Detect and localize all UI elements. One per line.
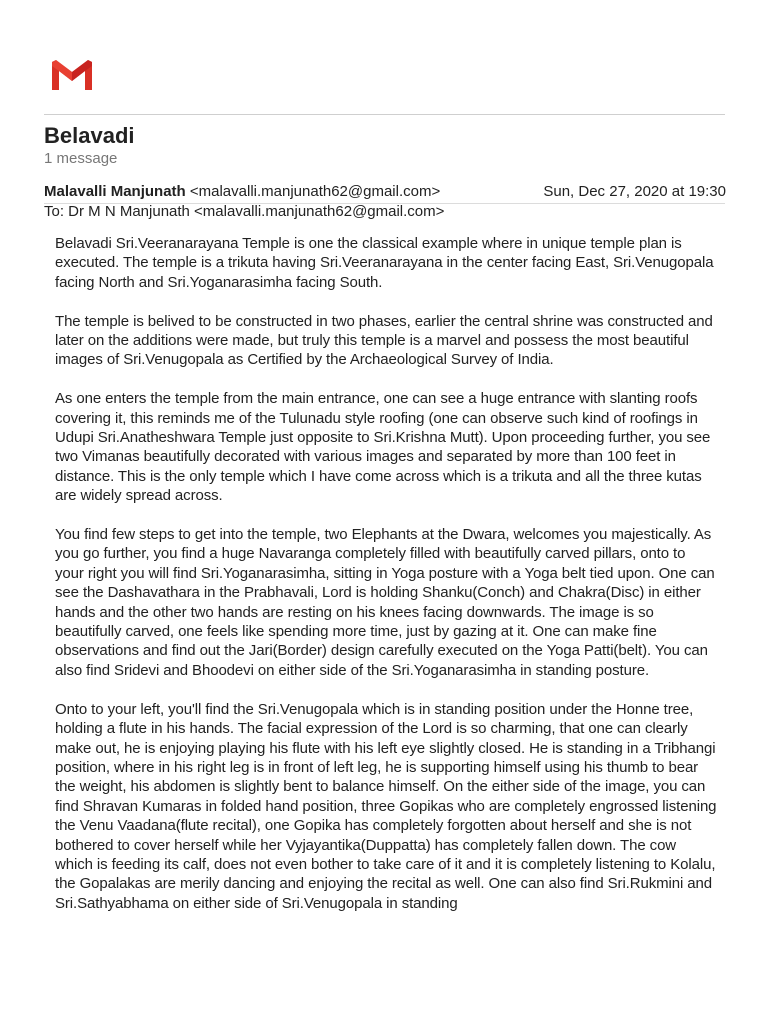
body-paragraph: Onto to your left, you'll find the Sri.Venugopala which is in standing position under the Honne tree, holding a flute in his hands. The facial expression of the Lord is so charming, that one can clearly make out, he is enjoying playing his flute with his left eye slightly closed. He is standing in a Tribhangi position, where in his right leg is in front of left leg, he is supporting himself using his thumb to bear the weight, his abdomen is slightly bent to balance himself. On the either side of the image, you can find Shravan Kumaras in folded hand position, three Gopikas who are completely engrossed listening the Venu Vaadana(flute recital), one Gopika has completely forgotten about herself and she is not bothered to cover herself while her Vyjayantika(Duppatta) has completely fallen down. The cow which is feeding its calf, does not even bother to take care of it and it is completely listening to Kolalu, the Gopalakas are merily dancing and enjoying the recital as well. One can also find Sri.Rukmini and Sri.Sathyabhama on either side of Sri.Venugopala in standing: [55, 700, 717, 912]
body-paragraph: The temple is belived to be constructed in two phases, earlier the central shrine was constructed and later on the additions were made, but truly this temple is a marvel and possess the most beautiful images of Sri.Venugopala as Certified by the Archaeological Survey of India.: [55, 312, 713, 369]
sender-email: <malavalli.manjunath62@gmail.com>: [189, 183, 441, 200]
body-paragraph: You find few steps to get into the temple, two Elephants at the Dwara, welcomes you majestically. As you go further, you find a huge Navaranga completely filled with beautifully carved pillars, onto to your right you will find Sri.Yoganarasimha, sitting in Yoga posture with a Yoga belt tied upon. One can see the Dashavathara in the Prabhavali, Lord is holding Shanku(Conch) and Chakra(Disc) in either hands and the other two hands are resting on his knees facing downwards. The image is so beautifully carved, one feels like spending more time, just by gazing at it. One can make fine observations and find out the Jari(Border) design carefully executed on the Yoga Patti(belt). You can also find Sridevi and Bhoodevi on either side of the Sri.Yoganarasimha in standing posture.: [55, 526, 715, 679]
body-paragraph: Belavadi Sri.Veeranarayana Temple is one the classical example where in unique temple plan is executed. The temple is a trikuta having Sri.Veeranarayana in the center facing East, Sri.Venugopala facing North and Sri.Yoganarasimha facing South.: [55, 235, 714, 291]
sender-line: [44, 183, 726, 201]
sender-name: Malavalli Manjunath: [44, 183, 186, 200]
body-paragraph: As one enters the temple from the main entrance, one can see a huge entrance with slanting roofs covering it, this reminds me of the Tulunadu style roofing (one can observe such kind of roofings in Udupi Sri.Anatheshwara Temple just opposite to Sri.Krishna Mutt). Upon proceeding further, you see two Vimanas beautifully decorated with various images and separated by more than 100 feet in distance. This is the only temple which I have come across which is a trikuta and all the three kutas are widely spread across.: [55, 390, 711, 505]
recipient-line: To: Dr M N Manjunath <malavalli.manjunath62@gmail.com>: [44, 203, 445, 220]
email-subject: Belavadi: [44, 123, 135, 148]
message-date: Sun, Dec 27, 2020 at 19:30: [543, 183, 726, 200]
top-divider: [44, 114, 725, 115]
message-count: 1 message: [44, 150, 118, 167]
gmail-logo-icon: [50, 58, 94, 92]
message-body: [55, 234, 717, 933]
